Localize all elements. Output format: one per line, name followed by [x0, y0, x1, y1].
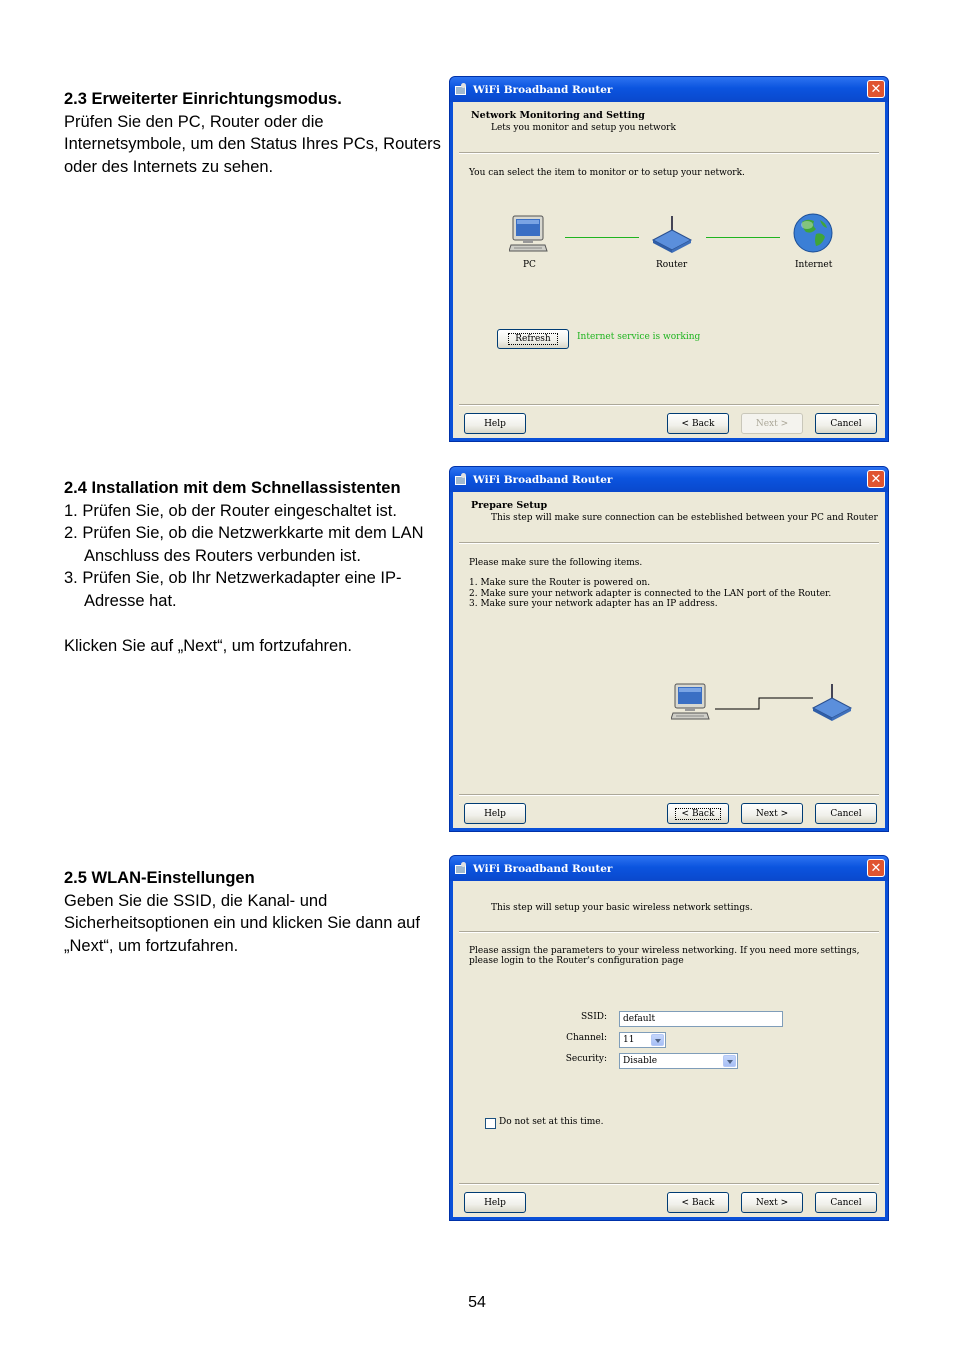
- cancel-label: Cancel: [830, 418, 862, 429]
- section-heading: 2.3 Erweiterter Einrichtungsmodus.: [64, 90, 342, 108]
- back-label: < Back: [681, 1197, 715, 1208]
- pc-router-link: [565, 237, 639, 238]
- cancel-label: Cancel: [830, 1197, 862, 1208]
- app-icon: [454, 862, 468, 875]
- ssid-value: default: [623, 1014, 656, 1024]
- next-label: Next >: [755, 1197, 789, 1208]
- close-button[interactable]: [867, 859, 885, 877]
- divider: [459, 542, 879, 544]
- router-icon[interactable]: [651, 214, 693, 254]
- cancel-button[interactable]: [815, 413, 877, 434]
- ssid-label: SSID:: [581, 1012, 607, 1022]
- next-label: Next >: [755, 808, 789, 819]
- security-value: Disable: [623, 1056, 658, 1066]
- checklist-item: 1. Make sure the Router is powered on.: [469, 578, 651, 588]
- dialog-client: [453, 881, 885, 1217]
- section-note: Klicken Sie auf „Next“, um fortzufahren.: [64, 636, 352, 655]
- section-quick-wizard: [64, 477, 444, 657]
- checklist-item: 3. Make sure your network adapter has an IP address.: [469, 599, 718, 609]
- refresh-label: Refresh: [509, 334, 556, 344]
- skip-checkbox[interactable]: [485, 1118, 496, 1129]
- status-text: Internet service is working: [577, 332, 701, 342]
- security-label: Security:: [565, 1054, 607, 1064]
- divider: [459, 794, 879, 796]
- close-icon: ✕: [870, 860, 882, 876]
- help-label: Help: [484, 1197, 506, 1208]
- ssid-input[interactable]: [619, 1011, 783, 1027]
- titlebar: [450, 467, 888, 492]
- intro-text: Please assign the parameters to your wireless networking. If you need more settings, please login to the Router's configuration page: [469, 946, 860, 966]
- refresh-button[interactable]: [497, 329, 569, 349]
- chevron-down-icon[interactable]: [651, 1034, 664, 1046]
- back-label: < Back: [676, 809, 721, 819]
- section-wlan-settings: [64, 867, 444, 957]
- next-button[interactable]: [741, 1192, 803, 1213]
- app-icon: [454, 83, 468, 96]
- close-button[interactable]: [867, 470, 885, 488]
- steps-list: [64, 500, 444, 613]
- section-body: Geben Sie die SSID, die Kanal- und Sicherheitsoptionen ein und klicken Sie dann auf „Next“, um fortzufahren.: [64, 891, 420, 955]
- step-subtitle: This step will make sure connection can be esteblished between your PC and Router: [491, 513, 878, 523]
- checklist-item: 2. Make sure your network adapter is connected to the LAN port of the Router.: [469, 589, 832, 599]
- step-subtitle: This step will setup your basic wireless network settings.: [491, 903, 753, 913]
- cancel-label: Cancel: [830, 808, 862, 819]
- intro-text: Please make sure the following items.: [469, 558, 643, 568]
- next-label: Next >: [755, 418, 789, 429]
- step-title: Network Monitoring and Setting: [471, 110, 645, 121]
- pc-icon: [671, 682, 711, 722]
- titlebar: [450, 77, 888, 102]
- section-body: Prüfen Sie den PC, Router oder die Internetsymbole, um den Status Ihres PCs, Routers oder des Internets zu sehen.: [64, 112, 441, 176]
- close-icon: ✕: [870, 471, 882, 487]
- chevron-down-icon[interactable]: [723, 1055, 736, 1067]
- close-icon: ✕: [870, 81, 882, 97]
- router-internet-link: [706, 237, 780, 238]
- back-label: < Back: [681, 418, 715, 429]
- step-title: Prepare Setup: [471, 500, 548, 511]
- back-button[interactable]: [667, 1192, 729, 1213]
- section-heading: 2.5 WLAN-Einstellungen: [64, 869, 255, 887]
- next-button[interactable]: [741, 803, 803, 824]
- section-advanced-setup: [64, 88, 444, 178]
- divider: [459, 404, 879, 406]
- pc-label: PC: [523, 260, 536, 270]
- cancel-button[interactable]: [815, 1192, 877, 1213]
- window-title: WiFi Broadband Router: [473, 473, 613, 486]
- router-label: Router: [656, 260, 688, 270]
- help-button[interactable]: [464, 1192, 526, 1213]
- prepare-setup-dialog: [449, 466, 889, 832]
- channel-label: Channel:: [566, 1033, 607, 1043]
- back-button[interactable]: [667, 413, 729, 434]
- divider: [459, 152, 879, 154]
- pc-icon[interactable]: [509, 214, 549, 254]
- dialog-client: [453, 102, 885, 438]
- help-button[interactable]: [464, 413, 526, 434]
- globe-icon[interactable]: [792, 212, 834, 254]
- back-button[interactable]: [667, 803, 729, 824]
- intro-text: You can select the item to monitor or to setup your network.: [469, 168, 745, 178]
- divider: [459, 931, 879, 933]
- close-button[interactable]: [867, 80, 885, 98]
- divider: [459, 1183, 879, 1185]
- window-title: WiFi Broadband Router: [473, 862, 613, 875]
- router-icon: [811, 682, 853, 722]
- app-icon: [454, 473, 468, 486]
- list-item: 3. Prüfen Sie, ob Ihr Netzwerkadapter eine IP-Adresse hat.: [64, 569, 402, 610]
- network-monitoring-dialog: [449, 76, 889, 442]
- next-button[interactable]: [741, 413, 803, 434]
- cable-line: [715, 692, 815, 714]
- step-subtitle: Lets you monitor and setup you network: [491, 123, 676, 133]
- wireless-settings-dialog: [449, 855, 889, 1221]
- help-label: Help: [484, 808, 506, 819]
- list-item: 1. Prüfen Sie, ob der Router eingeschaltet ist.: [64, 501, 397, 520]
- window-title: WiFi Broadband Router: [473, 83, 613, 96]
- help-label: Help: [484, 418, 506, 429]
- cancel-button[interactable]: [815, 803, 877, 824]
- internet-label: Internet: [795, 260, 833, 270]
- page-number: 54: [468, 1294, 486, 1311]
- dialog-client: [453, 492, 885, 828]
- section-heading: 2.4 Installation mit dem Schnellassistenten: [64, 479, 401, 497]
- help-button[interactable]: [464, 803, 526, 824]
- channel-select[interactable]: [619, 1032, 666, 1048]
- skip-checkbox-label[interactable]: Do not set at this time.: [499, 1117, 604, 1127]
- list-item: 2. Prüfen Sie, ob die Netzwerkkarte mit dem LAN Anschluss des Routers verbunden ist.: [64, 524, 424, 565]
- security-select[interactable]: [619, 1053, 738, 1069]
- channel-value: 11: [623, 1035, 635, 1045]
- titlebar: [450, 856, 888, 881]
